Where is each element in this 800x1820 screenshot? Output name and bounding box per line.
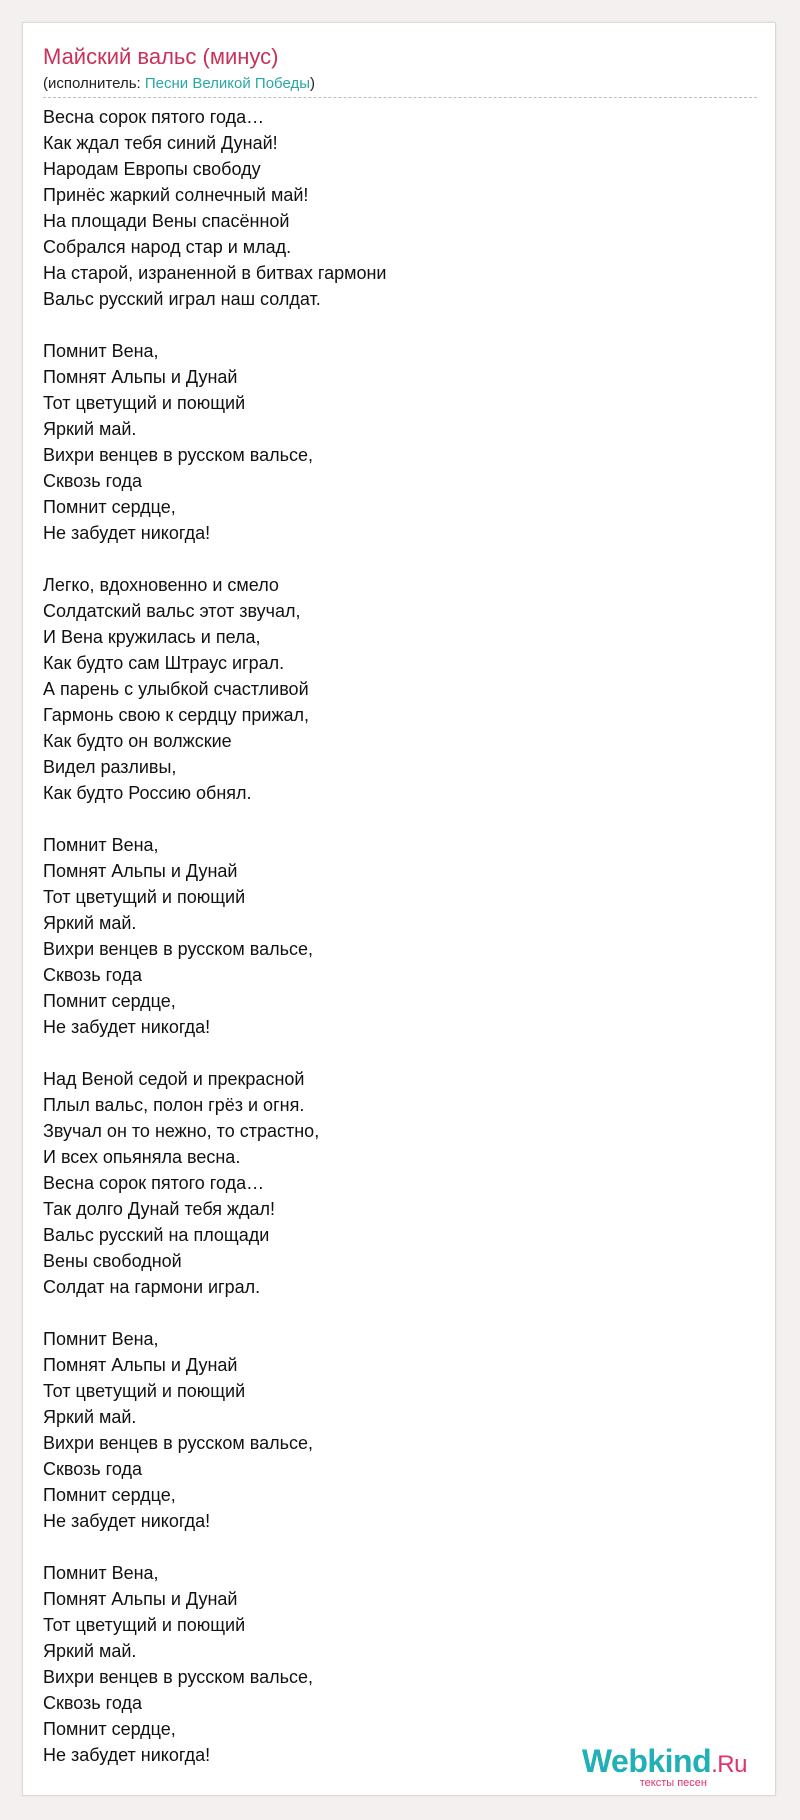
lyric-line: Помнит Вена, (43, 835, 159, 855)
lyric-line: Помнит сердце, (43, 991, 176, 1011)
lyric-line: Не забудет никогда! (43, 1017, 211, 1037)
lyric-line: Яркий май. (43, 1407, 137, 1427)
lyric-line: И Вена кружилась и пела, (43, 627, 261, 647)
lyric-line: Солдатский вальс этот звучал, (43, 601, 301, 621)
lyric-line: Сквозь года (43, 965, 142, 985)
page-title: Майский вальс (минус) (43, 44, 279, 69)
lyric-line: Легко, вдохновенно и смело (43, 575, 279, 595)
lyric-line: Звучал он то нежно, то страстно, (43, 1121, 320, 1141)
song-header (43, 43, 757, 98)
lyric-line: Помнит Вена, (43, 1563, 159, 1583)
lyric-line: И всех опьяняла весна. (43, 1147, 241, 1167)
lyric-line: Тот цветущий и поющий (43, 393, 246, 413)
lyric-line: Гармонь свою к сердцу прижал, (43, 705, 310, 725)
lyric-line: Помнит Вена, (43, 1329, 159, 1349)
lyric-line: Принёс жаркий солнечный май! (43, 185, 309, 205)
lyric-line: Сквозь года (43, 1693, 142, 1713)
lyric-line: Вальс русский играл наш солдат. (43, 289, 321, 309)
lyric-line: Тот цветущий и поющий (43, 1615, 246, 1635)
lyric-line: Яркий май. (43, 913, 137, 933)
lyric-line: Собрался народ стар и млад. (43, 237, 292, 257)
stanza (43, 1326, 743, 1534)
lyric-line: Как будто сам Штраус играл. (43, 653, 285, 673)
lyric-line: Вальс русский на площади (43, 1225, 270, 1245)
lyric-line: Вены свободной (43, 1251, 182, 1271)
lyric-line: Вихри венцев в русском вальсе, (43, 1667, 314, 1687)
lyric-line: Солдат на гармони играл. (43, 1277, 261, 1297)
stanza (43, 572, 743, 806)
lyric-line: Помнит сердце, (43, 1485, 176, 1505)
stanza (43, 1066, 743, 1300)
lyric-line: Не забудет никогда! (43, 1511, 211, 1531)
performer-suffix: ) (310, 75, 316, 92)
stanza (43, 104, 743, 312)
lyrics-body (43, 104, 743, 1794)
lyric-line: Плыл вальс, полон грёз и огня. (43, 1095, 305, 1115)
lyric-line: Помнят Альпы и Дунай (43, 1355, 238, 1375)
lyric-line: Народам Европы свободу (43, 159, 261, 179)
lyric-line: На старой, израненной в битвах гармони (43, 263, 387, 283)
site-logo[interactable] (582, 1744, 747, 1789)
lyric-line: Помнят Альпы и Дунай (43, 367, 238, 387)
lyric-line: Как будто он волжские (43, 731, 232, 751)
performer-line (43, 75, 757, 98)
lyric-line: Яркий май. (43, 1641, 137, 1661)
stanza (43, 338, 743, 546)
lyric-line: Как будто Россию обнял. (43, 783, 252, 803)
lyric-line: Помнит Вена, (43, 341, 159, 361)
lyric-line: Помнит сердце, (43, 497, 176, 517)
logo-tagline: тексты песен (639, 1777, 707, 1789)
stanza (43, 1560, 743, 1768)
lyric-line: Так долго Дунай тебя ждал! (43, 1199, 276, 1219)
lyric-line: Как ждал тебя синий Дунай! (43, 133, 278, 153)
lyric-line: Вихри венцев в русском вальсе, (43, 939, 314, 959)
lyric-line: Тот цветущий и поющий (43, 887, 246, 907)
performer-link[interactable]: Песни Великой Победы (144, 75, 311, 92)
lyric-line: Не забудет никогда! (43, 523, 211, 543)
performer-prefix: (исполнитель: (43, 75, 145, 92)
lyric-line: Помнят Альпы и Дунай (43, 861, 238, 881)
lyric-line: Вихри венцев в русском вальсе, (43, 445, 314, 465)
lyric-line: Видел разливы, (43, 757, 177, 777)
lyric-line: Весна сорок пятого года… (43, 1173, 265, 1193)
lyrics-card (22, 22, 776, 1796)
lyric-line: Вихри венцев в русском вальсе, (43, 1433, 314, 1453)
lyric-line: Не забудет никогда! (43, 1745, 211, 1765)
lyric-line: Над Веной седой и прекрасной (43, 1069, 305, 1089)
lyric-line: Тот цветущий и поющий (43, 1381, 246, 1401)
lyric-line: Весна сорок пятого года… (43, 107, 265, 127)
lyric-line: Помнят Альпы и Дунай (43, 1589, 238, 1609)
lyric-line: А парень с улыбкой счастливой (43, 679, 309, 699)
lyric-line: Помнит сердце, (43, 1719, 176, 1739)
lyric-line: Яркий май. (43, 419, 137, 439)
lyric-line: Сквозь года (43, 471, 142, 491)
stanza (43, 832, 743, 1040)
lyric-line: Сквозь года (43, 1459, 142, 1479)
logo-brand: Webkind (581, 1743, 712, 1779)
lyric-line: На площади Вены спасённой (43, 211, 290, 231)
logo-tld: .Ru (711, 1751, 747, 1778)
